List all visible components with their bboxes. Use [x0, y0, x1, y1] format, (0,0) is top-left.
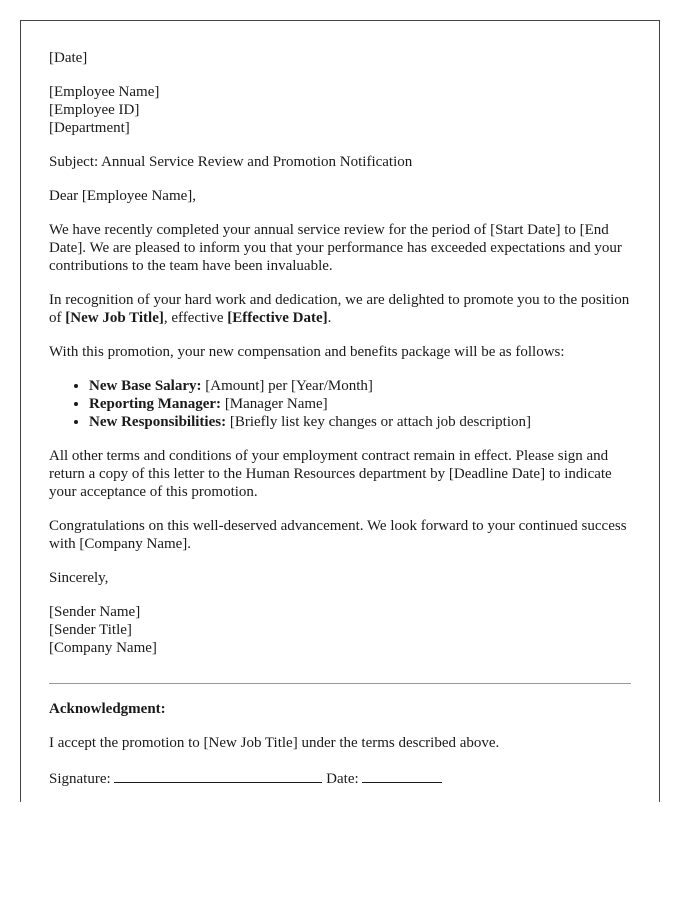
- signature-row: [49, 768, 631, 788]
- new-job-title: [New Job Title]: [65, 310, 164, 326]
- list-item-text: [Manager Name]: [221, 396, 328, 412]
- closing: Sincerely,: [49, 570, 109, 586]
- salutation: Dear [Employee Name],: [49, 188, 197, 204]
- acknowledgment-heading: Acknowledgment:: [49, 701, 166, 717]
- body-paragraph-congratulations: Congratulations on this well-deserved advancement. We look forward to your continued success with [Company Name].: [49, 518, 627, 552]
- body-paragraph-package: With this promotion, your new compensation and benefits package will be as follows:: [49, 344, 565, 360]
- list-item: [89, 377, 631, 395]
- list-item: [89, 413, 631, 431]
- date-line[interactable]: [362, 768, 442, 783]
- package-list: [49, 377, 631, 431]
- section-divider: [49, 683, 631, 684]
- body-paragraph-review: We have recently completed your annual service review for the period of [Start Date] to [End Date]. We are pleased to inform you that your performance has exceeded expectations and your contributions to the team have been invaluable.: [49, 222, 622, 274]
- subject-line: Subject: Annual Service Review and Promotion Notification: [49, 154, 413, 170]
- letter-page: [20, 20, 660, 802]
- recipient-department: [Department]: [49, 120, 130, 136]
- list-item: [89, 395, 631, 413]
- list-item-label: New Base Salary:: [89, 378, 202, 394]
- recipient-id: [Employee ID]: [49, 102, 140, 118]
- date-label: Date:: [326, 771, 359, 787]
- signature-label: Signature:: [49, 771, 111, 787]
- signature-line[interactable]: [114, 768, 322, 783]
- effective-date: [Effective Date]: [227, 310, 328, 326]
- list-item-label: New Responsibilities:: [89, 414, 227, 430]
- recipient-name: [Employee Name]: [49, 84, 160, 100]
- sender-company: [Company Name]: [49, 640, 157, 656]
- promotion-text-mid: , effective: [163, 310, 228, 326]
- list-item-label: Reporting Manager:: [89, 396, 222, 412]
- sender-title: [Sender Title]: [49, 622, 132, 638]
- promotion-text-end: .: [327, 310, 332, 326]
- acknowledgment-statement: I accept the promotion to [New Job Title] under the terms described above.: [49, 735, 500, 751]
- list-item-text: [Briefly list key changes or attach job description]: [226, 414, 532, 430]
- body-paragraph-promotion: [49, 291, 631, 327]
- body-paragraph-terms: All other terms and conditions of your employment contract remain in effect. Please sign and return a copy of this letter to the Human Resources department by [Deadline Date] to indicate your acceptance of this promotion.: [49, 448, 612, 500]
- sender-name: [Sender Name]: [49, 604, 141, 620]
- list-item-text: [Amount] per [Year/Month]: [201, 378, 373, 394]
- sender-block: [49, 603, 631, 657]
- recipient-block: [49, 83, 631, 137]
- letter-date: [Date]: [49, 50, 88, 66]
- promotion-text-start: In recognition of your hard work and dedication, we are delighted to promote you to the position of: [49, 292, 630, 326]
